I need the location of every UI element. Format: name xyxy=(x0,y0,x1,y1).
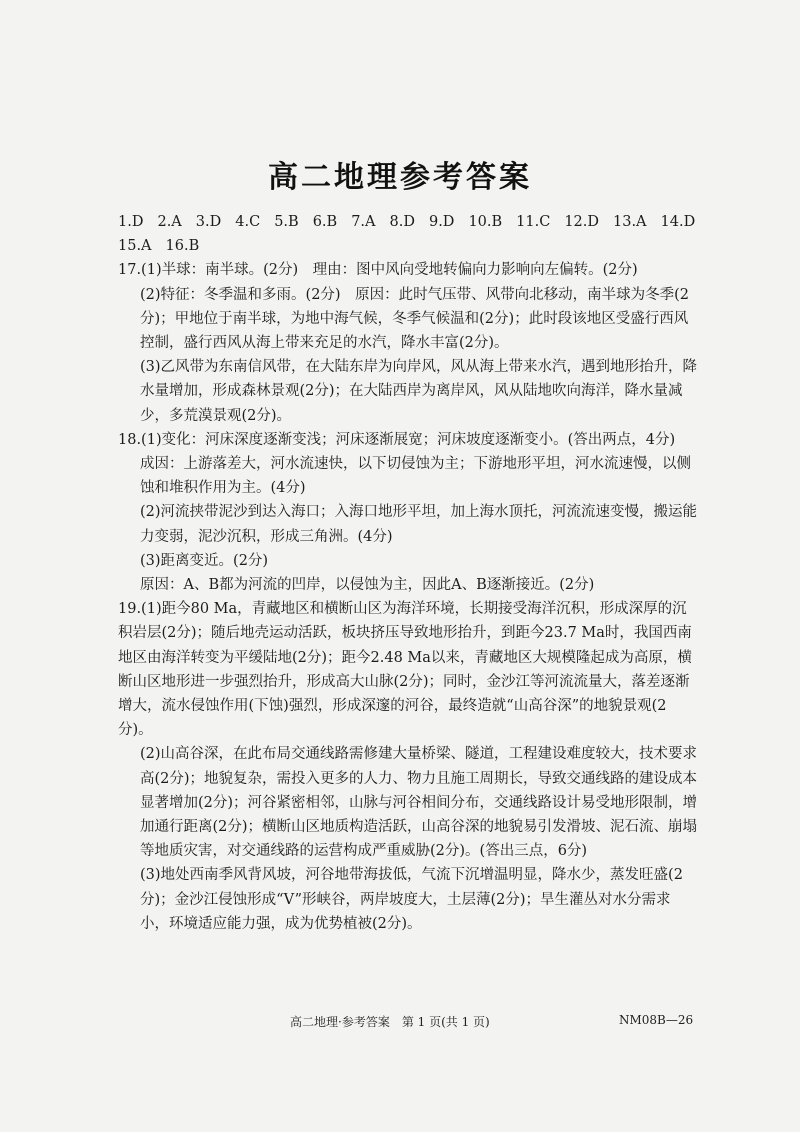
q17-part1: 17.(1)半球：南半球。(2分) 理由：图中风向受地转偏向力影响向左偏转。(2分) xyxy=(118,262,638,279)
mc-answer: 14.D xyxy=(660,214,696,230)
mc-answer: 11.C xyxy=(516,214,551,230)
answer-body xyxy=(118,210,698,936)
mc-answer: 4.C xyxy=(235,214,261,230)
q19-part1: 19.(1)距今80 Ma，青藏地区和横断山区为海洋环境，长期接受海洋沉积，形成深厚的沉积岩层(2分)；随后地壳运动活跃，板块挤压导致地形抬升，到距今23.7 Ma时，我国西南地区由海洋转变为平缓陆地(2分)；距今2.48 Ma以来，青藏地区大规模隆起成为高原，横断山区地形进一步强烈抬升，形成高大山脉(2分)；同时，金沙江等河流流量大，落差逐渐增大，流水侵蚀作用(下蚀)强烈，形成深邃的河谷，最终造就“山高谷深”的地貌景观(2分)。 xyxy=(118,601,692,739)
multiple-choice-answers xyxy=(118,210,698,258)
q18-part3: (3)距离变近。(2分) xyxy=(140,552,269,569)
mc-answer: 8.D xyxy=(389,214,415,230)
q17-part3: (3)乙风带为东南信风带，在大陆东岸为向岸风，风从海上带来水汽，遇到地形抬升，降水量增加，形成森林景观(2分)；在大陆西岸为离岸风，风从陆地吹向海洋，降水量减少，多荒漠景观(2分)。 xyxy=(140,359,698,424)
q17-part2: (2)特征：冬季温和多雨。(2分) 原因：此时气压带、风带向北移动，南半球为冬季(2分)；甲地位于南半球，为地中海气候，冬季气候温和(2分)；此时段该地区受盛行西风控制，盛行西风从海上带来充足的水汽，降水丰富(2分)。 xyxy=(140,286,689,352)
mc-answer: 15.A xyxy=(118,238,152,255)
q18-part2: (2)河流挟带泥沙到达入海口；入海口地形平坦，加上海水顶托，河流流速变慢，搬运能力变弱，泥沙沉积，形成三角洲。(4分) xyxy=(140,504,698,545)
mc-answer: 5.B xyxy=(274,214,299,230)
page-title: 高二地理参考答案 xyxy=(268,160,532,195)
q19-part3: (3)地处西南季风背风坡，河谷地带海拔低，气流下沉增温明显，降水少，蒸发旺盛(2分)；金沙江侵蚀形成“V”形峡谷，两岸坡度大，土层薄(2分)；旱生灌丛对水分需求小，环境适应能力强，成为优势植被(2分)。 xyxy=(140,867,683,932)
q18-part1-cause: 成因：上游落差大，河水流速快，以下切侵蚀为主；下游地形平坦，河水流速慢，以侧蚀和堆积作用为主。(4分) xyxy=(140,456,691,497)
footer-page-info: 高二地理·参考答案 第 1 页(共 1 页) xyxy=(290,1015,490,1029)
mc-answer: 16.B xyxy=(165,238,200,255)
mc-answer: 12.D xyxy=(564,214,599,230)
mc-answer: 9.D xyxy=(428,214,455,230)
q18-part1: 18.(1)变化：河床深度逐渐变浅；河床逐渐展宽；河床坡度逐渐变小。(答出两点，4分) xyxy=(118,431,676,448)
q18-part3-reason: 原因：A、B都为河流的凹岸，以侵蚀为主，因此A、B逐渐接近。(2分) xyxy=(140,577,595,594)
mc-answer: 3.D xyxy=(195,214,222,230)
mc-answer: 6.B xyxy=(312,214,338,230)
footer-code: NM08B—26 xyxy=(619,1013,694,1027)
mc-answer: 10.B xyxy=(468,214,503,230)
mc-answer: 1.D xyxy=(118,214,144,230)
mc-answer: 7.A xyxy=(351,214,376,230)
mc-answer: 13.A xyxy=(613,214,647,230)
mc-answer: 2.A xyxy=(157,214,182,230)
q19-part2: (2)山高谷深，在此布局交通线路需修建大量桥梁、隧道，工程建设难度较大，技术要求高(2分)；地貌复杂，需投入更多的人力、物力且施工周期长，导致交通线路的建设成本显著增加(2分)；河谷紧密相邻，山脉与河谷相间分布，交通线路设计易受地形限制，增加通行距离(2分)；横断山区地质构造活跃，山高谷深的地貌易引发滑坡、泥石流、崩塌等地质灾害，对交通线路的运营构成严重威胁(2分)。(答出三点，6分) xyxy=(140,746,698,860)
